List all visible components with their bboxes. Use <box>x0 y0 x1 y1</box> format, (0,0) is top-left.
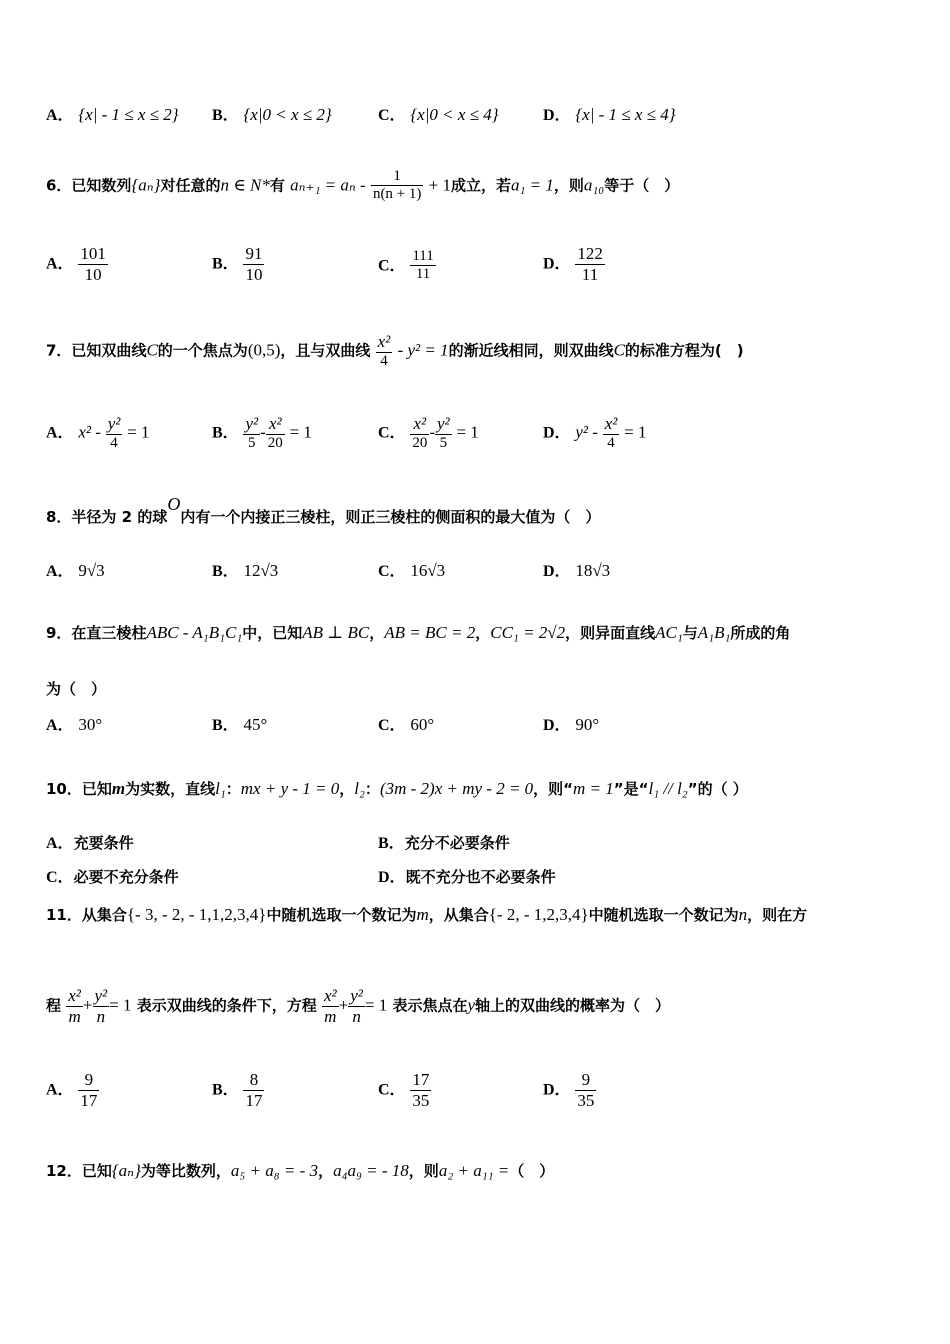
frac-den: n <box>352 1006 361 1026</box>
frac-num: 9 <box>78 1070 99 1091</box>
q7-c: C <box>613 340 625 360</box>
q9-text: 为（ ） <box>46 680 107 698</box>
q11-text: 中随机选取一个数记为 <box>266 906 417 924</box>
frac-den: 35 <box>577 1090 595 1110</box>
q7-fraction <box>376 332 393 370</box>
q10-option-a <box>46 830 134 853</box>
option-expr: 60° <box>410 715 435 734</box>
frac-num: 122 <box>577 244 603 263</box>
option-text: 充分不必要条件 <box>404 834 510 852</box>
q6-relation: aₙ₊₁ = aₙ - <box>290 175 366 195</box>
option-expr: {x|0 < x ≤ 2} <box>243 105 332 124</box>
frac-num: y² <box>94 986 108 1005</box>
option-label: D． <box>543 1081 571 1099</box>
frac-num: 111 <box>410 248 435 266</box>
q10-text: ”的（ ） <box>687 780 748 798</box>
q11-option-b <box>212 1070 264 1110</box>
option-expr: 12√3 <box>243 561 279 580</box>
q6-text: 成立，若 <box>450 176 511 195</box>
q7-option-d <box>543 414 646 452</box>
q12-text: ，则 <box>408 1162 439 1180</box>
q10-l1: l₁ <box>215 779 226 798</box>
q5-option-a <box>46 102 179 125</box>
frac-den: 4 <box>607 434 615 451</box>
q11-set2: {- 2, - 1,2,3,4} <box>488 905 589 924</box>
q7-focus: (0,5) <box>247 340 281 360</box>
option-label: D． <box>543 717 571 734</box>
question-9-cont <box>46 678 106 699</box>
q7-hyperbola: - y² = 1 <box>397 340 449 360</box>
q10-option-c <box>46 864 179 887</box>
q11-option-a <box>46 1070 99 1110</box>
frac-num: 8 <box>243 1070 264 1091</box>
frac-num: 9 <box>575 1070 596 1091</box>
option-text: 既不充分也不必要条件 <box>405 868 556 886</box>
q8-option-c <box>378 558 445 581</box>
q11-n: n <box>738 905 748 924</box>
q9-option-c <box>378 712 434 735</box>
option-text: 必要不充分条件 <box>73 868 179 886</box>
q11-text: 程 <box>46 996 62 1015</box>
option-fraction <box>243 414 260 452</box>
q12-text: 为等比数列， <box>140 1162 231 1180</box>
option-fraction <box>266 414 285 452</box>
q7-c: C <box>146 340 158 360</box>
q9-sep: ， <box>369 624 385 642</box>
option-expr: = 1 <box>289 422 312 442</box>
q6-init: a₁ = 1 <box>510 175 554 195</box>
option-expr: = 1 <box>624 422 647 442</box>
option-fraction <box>575 244 605 284</box>
q11-rhs: = 1 <box>109 995 132 1015</box>
option-label: C． <box>378 563 406 580</box>
frac-den: n <box>96 1006 106 1026</box>
q6-target: a₁₀ <box>583 175 605 195</box>
frac-num: x² <box>410 414 429 435</box>
q8-option-d <box>543 558 610 581</box>
option-fraction <box>78 244 108 284</box>
frac-den: 20 <box>267 434 283 451</box>
q8-option-b <box>212 558 278 581</box>
option-label: B． <box>212 255 239 273</box>
q10-cond: m = 1 <box>573 779 614 798</box>
option-fraction <box>410 1070 431 1110</box>
q10-m: m <box>111 779 126 798</box>
option-fraction <box>106 414 123 452</box>
q8-text: 内有一个内接正三棱柱，则正三棱柱的侧面积的最大值为（ ） <box>180 508 601 526</box>
option-expr: 30° <box>78 715 103 734</box>
option-fraction <box>78 1070 99 1110</box>
q10-option-d <box>378 864 556 887</box>
frac-num: y² <box>245 414 259 433</box>
option-expr: 18√3 <box>575 561 611 580</box>
q12-eq3: a₂ + a₁₁ = <box>438 1161 510 1180</box>
option-label: B． <box>212 563 239 580</box>
q11-text: 中随机选取一个数记为 <box>588 906 739 924</box>
option-label: C． <box>378 257 406 275</box>
q5-option-c <box>378 102 499 125</box>
q11-m: m <box>416 905 429 924</box>
q7-option-b <box>212 414 312 452</box>
q12-eq1: a₅ + a₈ = - 3 <box>230 1161 319 1180</box>
option-label: A． <box>46 717 74 734</box>
frac-den: m <box>68 1006 81 1026</box>
q9-text: 与 <box>682 624 698 642</box>
q6-relation-rhs: + 1 <box>428 175 451 195</box>
q10-text: ”是“ <box>613 780 649 798</box>
frac-den: 4 <box>110 434 118 451</box>
option-label: A． <box>46 835 74 852</box>
frac-den: 5 <box>248 434 256 451</box>
frac-den: n(n + 1) <box>372 186 422 203</box>
q11-rhs: = 1 <box>364 995 388 1015</box>
question-11 <box>46 904 807 925</box>
option-fraction <box>243 244 264 284</box>
option-label: D． <box>543 424 571 442</box>
frac-num: y² <box>107 414 121 433</box>
option-label: C． <box>378 424 406 442</box>
q11-set1: {- 3, - 2, - 1,1,2,3,4} <box>126 905 267 924</box>
q7-text: 的一个焦点为 <box>157 341 248 360</box>
option-expr: 90° <box>575 715 600 734</box>
q5-option-b <box>212 102 332 125</box>
frac-den: 17 <box>245 1090 263 1110</box>
option-text: 充要条件 <box>73 834 134 852</box>
option-label: D． <box>378 869 406 886</box>
q10-option-b <box>378 830 510 853</box>
q6-text: 对任意的 <box>160 176 221 195</box>
q8-option-a <box>46 558 105 581</box>
option-fraction <box>435 414 452 452</box>
q7-text: 的渐近线相同，则双曲线 <box>448 341 614 360</box>
option-label: B． <box>212 1081 239 1099</box>
q12-text: （ ） <box>509 1162 555 1180</box>
q11-plus: + <box>82 995 93 1015</box>
q10-eq2: (3m - 2)x + my - 2 = 0 <box>379 779 534 798</box>
q11-text: 表示焦点在 <box>392 996 468 1015</box>
option-label: B． <box>212 717 239 734</box>
q10-sep: ， <box>339 780 355 798</box>
q12-seq: {aₙ} <box>111 1161 141 1180</box>
frac-num: x² <box>266 414 285 435</box>
q6-seq: {aₙ} <box>131 175 161 195</box>
option-label: B． <box>212 424 239 442</box>
q6-prefix: 6．已知数列 <box>46 176 132 195</box>
question-7 <box>46 332 744 370</box>
frac-num: y² <box>437 414 450 433</box>
q11-text: 表示双曲线的条件下，方程 <box>136 996 317 1015</box>
option-label: D． <box>543 255 571 273</box>
option-expr: 9√3 <box>78 561 105 580</box>
option-fraction <box>410 414 429 452</box>
q9-text: 所成的角 <box>730 624 791 642</box>
q9-text: 中，已知 <box>242 624 303 642</box>
frac-den: m <box>324 1006 337 1026</box>
question-6 <box>46 168 679 204</box>
q9-prism: ABC - A₁B₁C₁ <box>146 623 243 642</box>
q9-eq: AB = BC = 2 <box>384 623 476 642</box>
frac-den: 11 <box>581 264 599 284</box>
option-expr: {x|0 < x ≤ 4} <box>410 105 499 124</box>
q12-prefix: 12．已知 <box>46 1162 112 1180</box>
question-11-cont <box>46 986 670 1026</box>
question-10 <box>46 778 748 799</box>
option-expr: = 1 <box>456 422 479 442</box>
q8-sphere-o: O <box>167 494 181 514</box>
q10-colon: ： <box>225 780 241 798</box>
q7-prefix: 7．已知双曲线 <box>46 341 147 360</box>
q6-text: ，则 <box>553 176 584 195</box>
q9-cc: CC₁ = 2√2 <box>490 623 566 642</box>
q7-text: ，且与双曲线 <box>280 341 371 360</box>
option-expr: {x| - 1 ≤ x ≤ 4} <box>575 105 676 124</box>
q11-option-d <box>543 1070 596 1110</box>
option-label: A． <box>46 107 74 124</box>
q6-option-b <box>212 244 264 284</box>
option-minus: - <box>429 422 436 442</box>
q9-option-d <box>543 712 599 735</box>
q11-option-c <box>378 1070 431 1110</box>
option-label: B． <box>212 107 239 124</box>
q5-option-d <box>543 102 676 125</box>
q9-perp: AB ⊥ BC <box>302 623 370 642</box>
option-expr: 16√3 <box>410 561 446 580</box>
frac-den: 5 <box>439 434 448 451</box>
option-minus: - <box>260 422 266 442</box>
q9-option-a <box>46 712 102 735</box>
q11-frac-x <box>322 986 339 1026</box>
option-expr: = 1 <box>127 422 150 442</box>
frac-num: x² <box>323 986 337 1005</box>
q10-prefix: 10．已知 <box>46 780 112 798</box>
q9-sep: ， <box>475 624 491 642</box>
q6-text: 等于（ ） <box>604 176 680 195</box>
q9-text: ，则异面直线 <box>565 624 656 642</box>
option-expr: y² - <box>575 422 598 442</box>
option-expr: x² - <box>78 422 101 442</box>
frac-num: x² <box>604 414 618 433</box>
option-label: C． <box>378 1081 406 1099</box>
frac-den: 17 <box>80 1090 98 1110</box>
q12-eq2: a₄a₉ = - 18 <box>333 1161 409 1180</box>
q6-option-c <box>378 248 436 284</box>
q10-eq1: mx + y - 1 = 0 <box>240 779 340 798</box>
q10-parallel: l₁ // l₂ <box>648 779 688 798</box>
frac-den: 35 <box>412 1090 430 1110</box>
frac-num: y² <box>350 986 363 1005</box>
option-label: A． <box>46 563 74 580</box>
q7-text: 的标准方程为( ) <box>624 341 744 360</box>
frac-num: 17 <box>412 1070 430 1089</box>
option-label: C． <box>378 717 406 734</box>
option-label: C． <box>46 869 74 886</box>
q6-fraction <box>371 168 423 204</box>
q11-frac-x <box>66 986 83 1026</box>
option-fraction <box>410 248 435 284</box>
q11-text: ，则在方 <box>747 906 808 924</box>
option-label: A． <box>46 424 74 442</box>
frac-num: 101 <box>80 244 106 263</box>
q6-option-a <box>46 244 108 284</box>
q9-option-b <box>212 712 267 735</box>
frac-den: 20 <box>412 434 428 451</box>
frac-num: x² <box>377 332 391 351</box>
q6-text: 有 <box>269 176 285 195</box>
frac-den: 10 <box>245 264 263 284</box>
q10-text: 为实数，直线 <box>125 780 216 798</box>
option-label: D． <box>543 563 571 580</box>
q11-y: y <box>467 995 476 1015</box>
frac-num: x² <box>68 986 81 1005</box>
option-label: C． <box>378 107 406 124</box>
q11-text: 轴上的双曲线的概率为（ ） <box>475 996 671 1015</box>
q6-option-d <box>543 244 605 284</box>
q9-prefix: 9．在直三棱柱 <box>46 624 147 642</box>
option-fraction <box>603 414 620 452</box>
q7-option-a <box>46 414 149 452</box>
option-label: B． <box>378 835 405 852</box>
q10-text: ，则“ <box>533 780 574 798</box>
q12-sep: ， <box>318 1162 334 1180</box>
option-expr: 45° <box>243 715 268 734</box>
q6-cond: n ∈ N* <box>220 175 270 195</box>
frac-num: 1 <box>371 168 423 186</box>
q11-plus: + <box>338 995 349 1015</box>
frac-den: 4 <box>380 352 388 369</box>
option-expr: {x| - 1 ≤ x ≤ 2} <box>78 105 179 124</box>
q9-line2: A₁B₁ <box>697 623 731 642</box>
q11-text: ，从集合 <box>428 906 489 924</box>
q10-l2: l₂ <box>354 779 365 798</box>
option-fraction <box>575 1070 596 1110</box>
option-label: A． <box>46 1081 74 1099</box>
q8-prefix: 8．半径为 2 的球 <box>46 508 168 526</box>
question-9 <box>46 622 790 643</box>
frac-den: 11 <box>415 266 431 283</box>
option-label: D． <box>543 107 571 124</box>
q9-line1: AC₁ <box>655 623 683 642</box>
q11-prefix: 11．从集合 <box>46 906 127 924</box>
frac-den: 10 <box>84 264 102 284</box>
q7-option-c <box>378 414 479 452</box>
q10-colon: ： <box>364 780 380 798</box>
option-fraction <box>243 1070 264 1110</box>
question-12 <box>46 1160 554 1181</box>
option-label: A． <box>46 255 74 273</box>
frac-num: 91 <box>245 244 263 263</box>
question-8 <box>46 494 601 527</box>
q11-frac-y <box>93 986 110 1026</box>
q11-frac-y <box>348 986 365 1026</box>
